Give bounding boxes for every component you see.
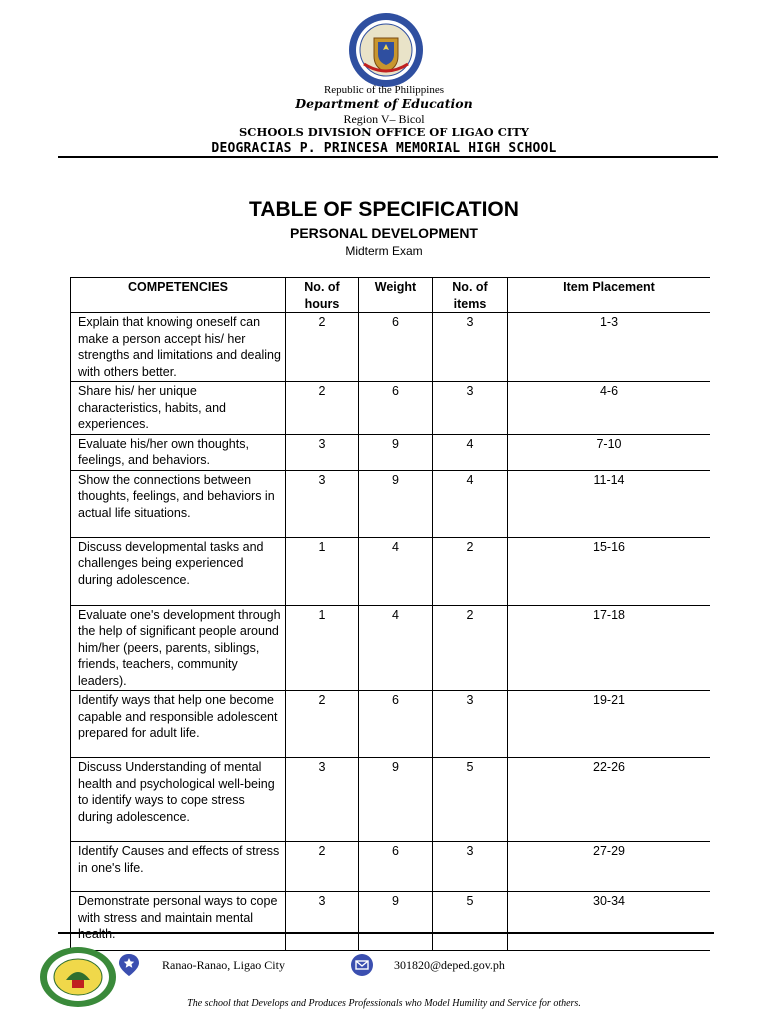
competency-cell: Evaluate his/her own thoughts, feelings, and behaviors. (71, 434, 286, 470)
items-cell: 3 (433, 313, 508, 382)
column-header-items: No. of items (433, 278, 508, 313)
competency-cell: Demonstrate personal ways to cope with stress and maintain mental health. (71, 892, 286, 951)
school-name: DEOGRACIAS P. PRINCESA MEMORIAL HIGH SCHOOL (211, 141, 557, 156)
items-cell: 2 (433, 605, 508, 691)
specification-table (70, 277, 710, 951)
school-email: 301820@deped.gov.ph (394, 958, 505, 972)
region-label: Region V– Bicol (343, 112, 425, 126)
school-address: Ranao-Ranao, Ligao City (162, 958, 285, 972)
table-row (71, 758, 711, 842)
weight-cell: 9 (359, 758, 433, 842)
document-subject: PERSONAL DEVELOPMENT (290, 225, 478, 241)
placement-cell: 22-26 (508, 758, 711, 842)
competency-cell: Identify ways that help one become capable and responsible adolescent prepared for adult life. (71, 691, 286, 758)
items-cell: 2 (433, 537, 508, 605)
items-cell: 3 (433, 382, 508, 435)
placement-cell: 11-14 (508, 470, 711, 537)
column-header-hours: No. of hours (286, 278, 359, 313)
competency-cell: Explain that knowing oneself can make a person accept his/ her strengths and limitations and dealing with others better. (71, 313, 286, 382)
competency-cell: Discuss developmental tasks and challenges being experienced during adolescence. (71, 537, 286, 605)
items-cell: 5 (433, 892, 508, 951)
exam-label: Midterm Exam (345, 244, 423, 258)
items-cell: 4 (433, 470, 508, 537)
table-row (71, 892, 711, 951)
weight-cell: 6 (359, 842, 433, 892)
hours-cell: 3 (286, 758, 359, 842)
placement-cell: 19-21 (508, 691, 711, 758)
location-pin-icon (118, 953, 140, 977)
hours-cell (286, 951, 359, 952)
weight-cell (359, 951, 433, 952)
deped-seal-icon (348, 12, 424, 88)
items-cell: 4 (433, 434, 508, 470)
weight-cell: 4 (359, 605, 433, 691)
items-cell: 3 (433, 691, 508, 758)
placement-cell: 30-34 (508, 892, 711, 951)
weight-cell: 9 (359, 434, 433, 470)
competency-cell: Identify Causes and effects of stress in one's life. (71, 842, 286, 892)
hours-cell: 1 (286, 537, 359, 605)
placement-cell: 15-16 (508, 537, 711, 605)
placement-cell: 4-6 (508, 382, 711, 435)
competency-cell: Share his/ her unique characteristics, habits, and experiences. (71, 382, 286, 435)
division-office-label: SCHOOLS DIVISION OFFICE OF LIGAO CITY (239, 125, 529, 139)
header-divider (58, 156, 718, 158)
footer-divider (58, 932, 714, 934)
table-row (71, 691, 711, 758)
table-row (71, 605, 711, 691)
competency-cell: Evaluate one's development through the help of significant people around him/her (peers, parents, siblings, friends, teachers, community leaders). (71, 605, 286, 691)
weight-cell: 9 (359, 470, 433, 537)
document-title: TABLE OF SPECIFICATION (249, 198, 519, 221)
weight-cell: 6 (359, 382, 433, 435)
republic-label: Republic of the Philippines (323, 84, 445, 96)
department-label: Department of Education (295, 96, 473, 111)
placement-cell (508, 951, 711, 952)
hours-cell: 1 (286, 605, 359, 691)
hours-cell: 2 (286, 842, 359, 892)
placement-cell: 7-10 (508, 434, 711, 470)
specification-table-container (70, 277, 710, 951)
mail-icon (351, 954, 373, 976)
table-row (71, 382, 711, 435)
items-cell (433, 951, 508, 952)
column-header-placement: Item Placement (508, 278, 711, 313)
hours-cell: 3 (286, 470, 359, 537)
table-body (71, 313, 711, 952)
weight-cell: 6 (359, 691, 433, 758)
table-header-row (71, 278, 711, 313)
table-row (71, 470, 711, 537)
column-header-competencies: COMPETENCIES (71, 278, 286, 313)
table-row (71, 313, 711, 382)
placement-cell: 17-18 (508, 605, 711, 691)
weight-cell: 4 (359, 537, 433, 605)
hours-cell: 2 (286, 691, 359, 758)
hours-cell: 2 (286, 382, 359, 435)
school-tagline: The school that Develops and Produces Professionals who Model Humility and Service for others. (187, 998, 581, 1009)
weight-cell: 6 (359, 313, 433, 382)
items-cell: 3 (433, 842, 508, 892)
placement-cell: 1-3 (508, 313, 711, 382)
weight-cell: 9 (359, 892, 433, 951)
table-row (71, 951, 711, 952)
table-row (71, 842, 711, 892)
column-header-weight: Weight (359, 278, 433, 313)
hours-cell: 3 (286, 434, 359, 470)
hours-cell: 2 (286, 313, 359, 382)
table-row (71, 537, 711, 605)
items-cell: 5 (433, 758, 508, 842)
placement-cell: 27-29 (508, 842, 711, 892)
competency-cell: Show the connections between thoughts, feelings, and behaviors in actual life situations. (71, 470, 286, 537)
table-row (71, 434, 711, 470)
competency-cell: Discuss Understanding of mental health and psychological well-being to identify ways to cope stress during adolescence. (71, 758, 286, 842)
hours-cell: 3 (286, 892, 359, 951)
